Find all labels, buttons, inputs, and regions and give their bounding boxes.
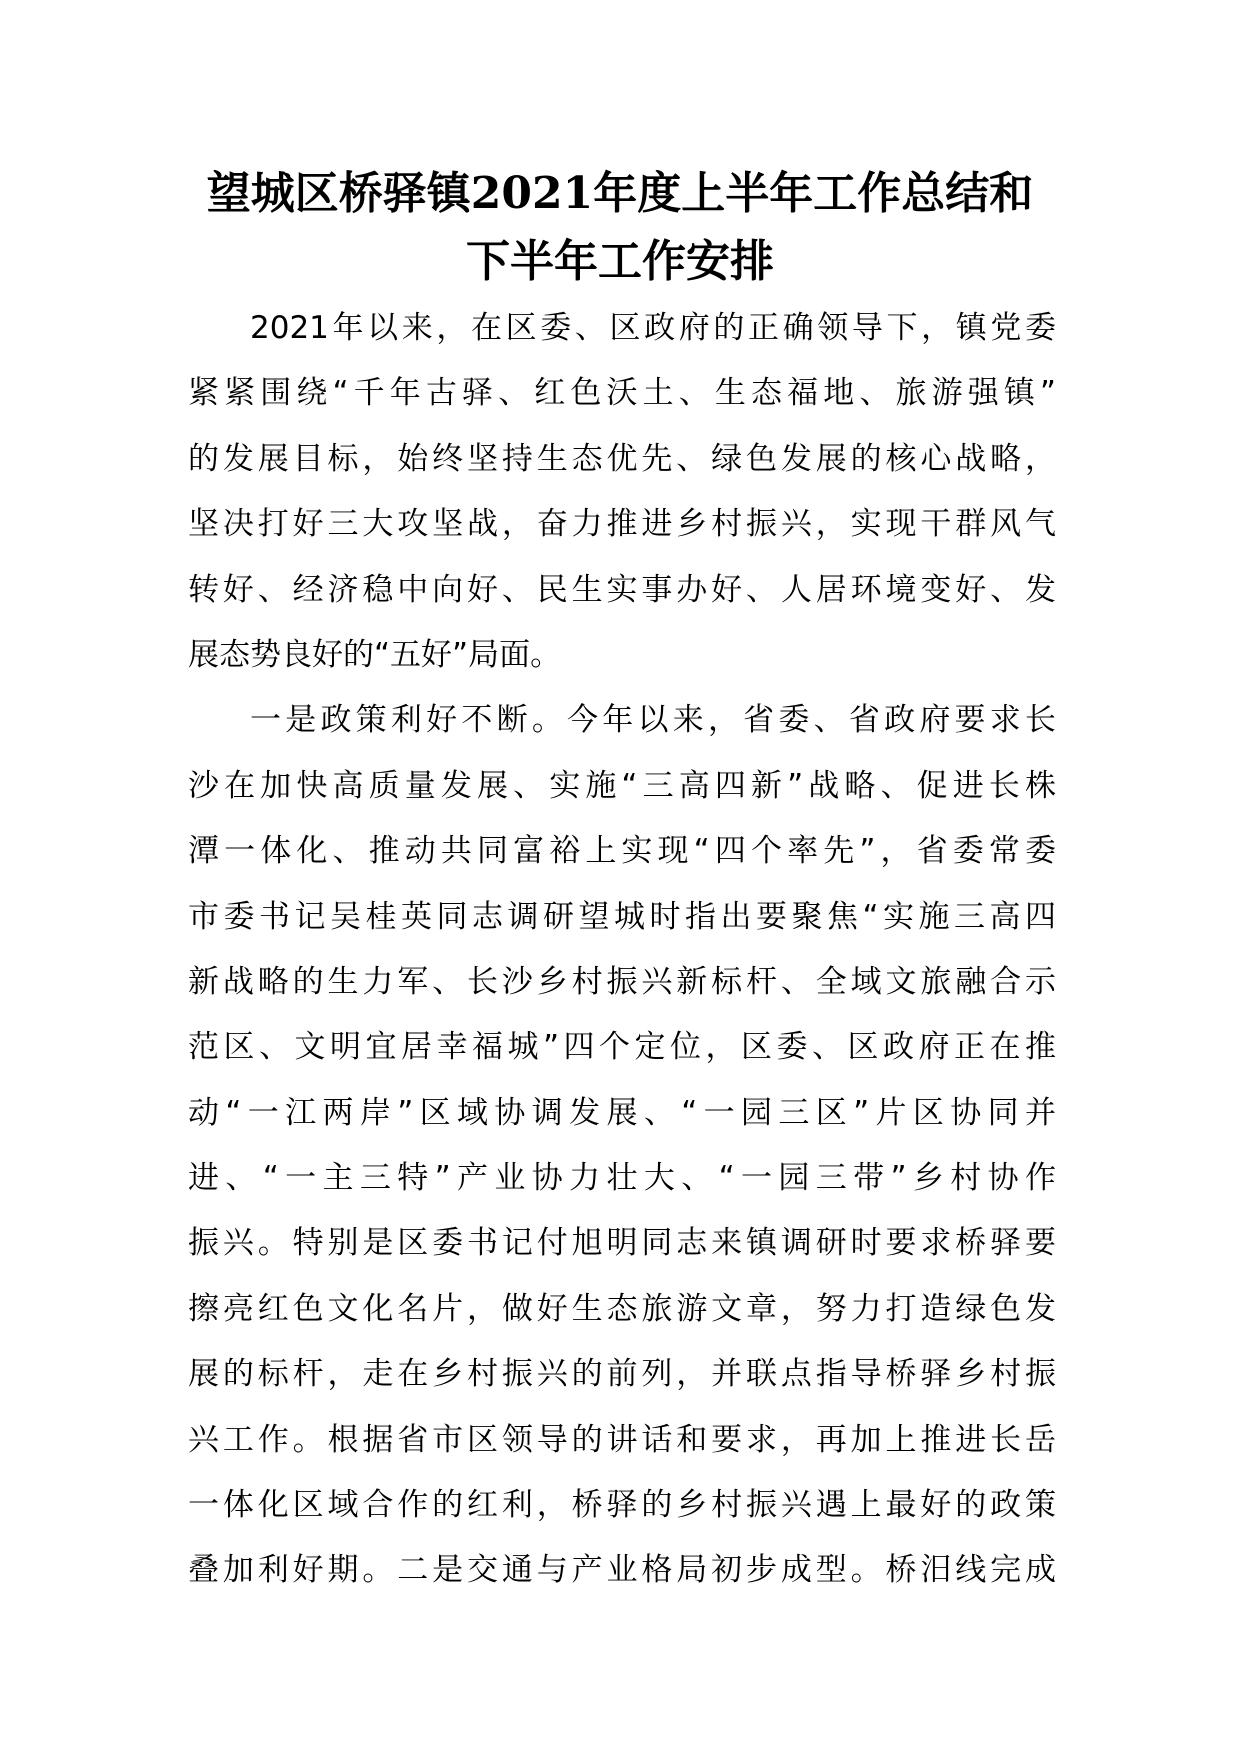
paragraph-2-line: 沙在加快高质量发展、实施“三高四新”战略、促进长株 bbox=[188, 767, 1056, 804]
paragraph-1-line: 紧紧围绕“千年古驿、红色沃土、生态福地、旅游强镇” bbox=[188, 375, 1056, 412]
title-line-1: 望城区桥驿镇2021年度上半年工作总结和 bbox=[206, 168, 1034, 219]
paragraph-2-line: 潭一体化、推动共同富裕上实现“四个率先”，省委常委 bbox=[188, 833, 1056, 870]
paragraph-2-line: 市委书记吴桂英同志调研望城时指出要聚焦“实施三高四 bbox=[188, 898, 1056, 935]
paragraph-2-line: 擦亮红色文化名片，做好生态旅游文章，努力打造绿色发 bbox=[188, 1290, 1056, 1327]
paragraph-1-line: 坚决打好三大攻坚战，奋力推进乡村振兴，实现干群风气 bbox=[188, 506, 1056, 543]
title-line-2: 下半年工作安排 bbox=[466, 236, 774, 287]
paragraph-2-line: 一体化区域合作的红利，桥驿的乡村振兴遇上最好的政策 bbox=[188, 1487, 1056, 1524]
paragraph-1-line: 的发展目标，始终坚持生态优先、绿色发展的核心战略， bbox=[188, 440, 1056, 477]
paragraph-2-line: 一是政策利好不断。今年以来，省委、省政府要求长 bbox=[250, 702, 1056, 739]
paragraph-2-line: 展的标杆，走在乡村振兴的前列，并联点指导桥驿乡村振 bbox=[188, 1356, 1056, 1393]
paragraph-2-line: 范区、文明宜居幸福城”四个定位，区委、区政府正在推 bbox=[188, 1029, 1056, 1066]
paragraph-1-line: 2021年以来，在区委、区政府的正确领导下，镇党委 bbox=[250, 310, 1056, 346]
paragraph-2-line: 动“一江两岸”区域协调发展、“一园三区”片区协同并 bbox=[188, 1094, 1056, 1131]
paragraph-1-line: 转好、经济稳中向好、民生实事办好、人居环境变好、发 bbox=[188, 571, 1056, 608]
paragraph-2-line: 新战略的生力军、长沙乡村振兴新标杆、全域文旅融合示 bbox=[188, 963, 1056, 1000]
paragraph-2-line: 兴工作。根据省市区领导的讲话和要求，再加上推进长岳 bbox=[188, 1421, 1056, 1458]
paragraph-2-line: 振兴。特别是区委书记付旭明同志来镇调研时要求桥驿要 bbox=[188, 1225, 1056, 1262]
document-title bbox=[150, 160, 1090, 296]
paragraph-2-line: 进、“一主三特”产业协力壮大、“一园三带”乡村协作 bbox=[188, 1160, 1056, 1197]
document-body bbox=[188, 296, 1056, 1604]
paragraph-1-line: 展态势良好的“五好”局面。 bbox=[188, 636, 562, 673]
paragraph-2-line: 叠加利好期。二是交通与产业格局初步成型。桥汨线完成 bbox=[188, 1552, 1056, 1589]
